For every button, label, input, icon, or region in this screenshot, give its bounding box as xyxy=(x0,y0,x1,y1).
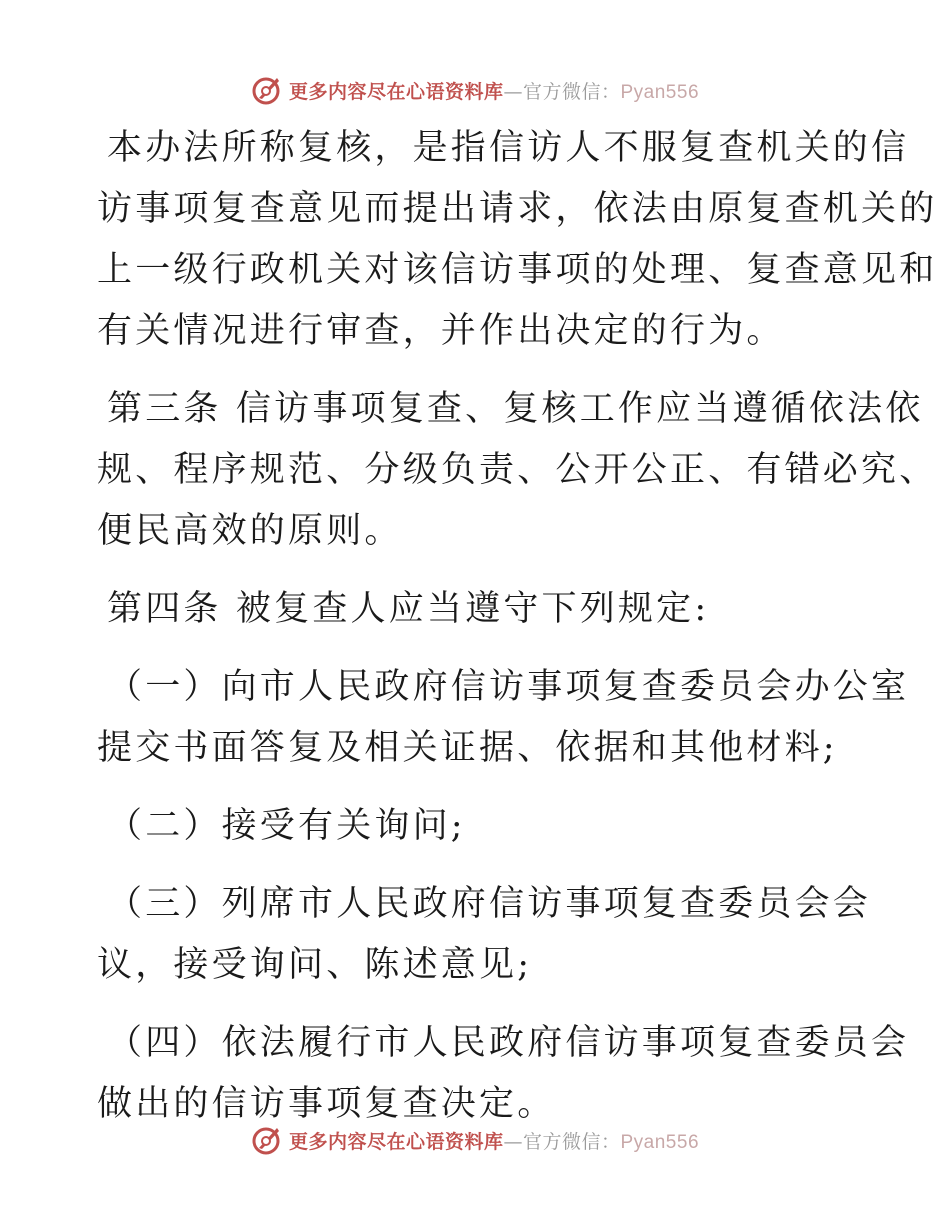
header-watermark xyxy=(0,72,950,108)
text-line: 便民高效的原则。 xyxy=(97,511,403,551)
text-line: 有关情况进行审查，并作出决定的行为。 xyxy=(97,311,785,351)
text-line: （三）列席市人民政府信访事项复查委员会会 xyxy=(107,884,872,924)
text-line: 提交书面答复及相关证据、依据和其他材料; xyxy=(97,728,838,768)
text-line: 本办法所称复核，是指信访人不服复查机关的信 xyxy=(107,128,910,168)
text-line: 第四条 被复查人应当遵守下列规定: xyxy=(107,589,710,629)
text-line: 做出的信访事项复查决定。 xyxy=(97,1084,556,1124)
text-line: （二）接受有关询问; xyxy=(107,806,466,846)
text-line: （一）向市人民政府信访事项复查委员会办公室 xyxy=(107,667,910,707)
paragraph xyxy=(97,379,938,562)
text-line: 访事项复查意见而提出请求，依法由原复查机关的 xyxy=(97,189,938,229)
text-line: 第三条 信访事项复查、复核工作应当遵循依法依 xyxy=(107,389,924,429)
document-body xyxy=(97,118,938,1152)
paragraph xyxy=(97,118,938,362)
quill-logo-icon xyxy=(251,1124,283,1156)
text-line: 上一级行政机关对该信访事项的处理、复查意见和 xyxy=(97,250,938,290)
paragraph xyxy=(97,874,872,996)
quill-logo-icon xyxy=(251,74,283,106)
text-line: 议，接受询问、陈述意见; xyxy=(97,945,533,985)
watermark-text: 更多内容尽在心语资料库—官方微信：Pyan556 xyxy=(288,1130,700,1153)
paragraph xyxy=(97,657,910,779)
paragraph xyxy=(97,1013,910,1135)
watermark-text: 更多内容尽在心语资料库—官方微信：Pyan556 xyxy=(288,80,700,103)
footer-watermark xyxy=(0,1122,950,1158)
paragraph xyxy=(97,579,857,640)
paragraph xyxy=(97,796,857,857)
text-line: 规、程序规范、分级负责、公开公正、有错必究、 xyxy=(97,450,938,490)
text-line: （四）依法履行市人民政府信访事项复查委员会 xyxy=(107,1023,910,1063)
